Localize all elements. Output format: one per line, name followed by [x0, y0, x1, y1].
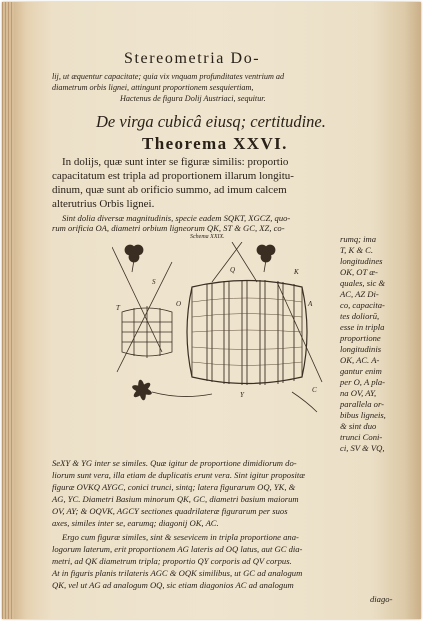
- side-column-line: longitudinis: [340, 344, 382, 354]
- body-line: metri, ad QK diametrum tripla; proportio QY corporis ad QV corpus.: [52, 556, 292, 566]
- flower-ornament: [132, 380, 212, 401]
- body-line: OV, AY; & OQVK, AGCY sectiones quadrilateræ figurarum per suos: [52, 506, 288, 516]
- body-line: figuræ OVKQ AYGC, conici trunci, sintq; latera figurarum OQ, YK, &: [52, 482, 296, 492]
- side-column-line: rumq; ima: [340, 234, 377, 244]
- side-column-line: trunci Coni-: [340, 432, 383, 442]
- page-edge: [2, 2, 14, 619]
- side-column-line: quales, sic &: [340, 278, 386, 288]
- side-column-line: parallela or-: [340, 399, 384, 409]
- side-column-line: T, K & C.: [340, 245, 374, 255]
- page-content: [32, 10, 417, 613]
- side-column-line: gantur enim: [340, 366, 382, 376]
- figure-label: A: [308, 300, 313, 308]
- figure-intro-line: Sint dolia diversæ magnitudinis, specie eadem SQKT, XGCZ, quo-: [62, 213, 291, 223]
- intro-line: lij, ut æquentur capacitate; quia vix vnquam profunditates ventrium ad: [52, 72, 285, 81]
- theorem-title: Theorema XXVI.: [142, 134, 288, 153]
- side-column-line: OK, AC. A-: [340, 355, 380, 365]
- intro-line: diametrum orbis lignei, attingunt proportionem sesquiertiam,: [52, 83, 254, 92]
- body-line: At in figuris planis trilateris AGC & OQK similibus, ut GC ad analogum: [52, 568, 303, 578]
- side-column-line: tes doliorū,: [340, 311, 380, 321]
- barrel-diagram: [112, 242, 332, 422]
- body-line: axes, similes inter se, earumq; diagonij OK, AC.: [52, 518, 219, 528]
- side-column-line: co, capacita-: [340, 300, 385, 310]
- body-line: liorum sunt vera, illa etiam de duplicatis erunt vera. Sint igitur propositæ: [52, 470, 305, 480]
- side-column-line: longitudines: [340, 256, 383, 266]
- figure-label: K: [294, 268, 299, 276]
- side-column-line: bibus ligneis,: [340, 410, 386, 420]
- figure-label: Q: [230, 266, 236, 274]
- side-column-line: per O, A pla-: [340, 377, 386, 387]
- figure-label: C: [312, 386, 317, 394]
- theorem-statement-line: dinum, quæ sunt ab orificio summo, ad imum calcem: [52, 184, 287, 196]
- side-column-line: na OV, AY,: [340, 388, 377, 398]
- body-line: Ergo cum figuræ similes, sint & sesevicem in tripla proportione ana-: [62, 532, 299, 542]
- body-line: logorum laterum, erit proportionem AG lateris ad OQ latus, aut GC dia-: [52, 544, 303, 554]
- side-column-line: ci, SV & VQ,: [340, 443, 385, 453]
- body-line: QK, vel ut AG ad analogum OQ, sic etiam diagonios AC ad analogum: [52, 580, 294, 590]
- theorem-statement-line: alterutrius Orbis lignei.: [52, 198, 155, 210]
- figure-label: O: [176, 300, 182, 308]
- book-page: [2, 2, 421, 619]
- figure-intro-line: rum orificia OA, diametri orbium ligneorum QK, ST & GC, XZ, co-: [52, 223, 285, 233]
- intro-line: Hactenus de figura Dolij Austriaci, sequitur.: [120, 94, 266, 103]
- catchword: diago-: [370, 594, 393, 604]
- figure-label: T: [116, 304, 120, 312]
- theorem-statement-line: In dolijs, quæ sunt inter se figuræ similis: proportio: [62, 156, 289, 168]
- section-heading: De virga cubicâ eiusq; certitudine.: [96, 112, 326, 131]
- clover-ornament-left: [125, 245, 143, 272]
- clover-ornament-right: [257, 245, 275, 272]
- body-line: SeXY & YG inter se similes. Quæ igitur de proportione dimidiorum do-: [52, 458, 297, 468]
- side-column-line: proportione: [340, 333, 381, 343]
- figure-caption: Schema XXIX.: [190, 234, 225, 240]
- theorem-statement-line: capacitatum est tripla ad proportionem illarum longitu-: [52, 170, 294, 182]
- figure-label: Y: [240, 391, 244, 399]
- body-line: AG, YC. Diametri Basium minorum QK, GC, diametri basium maiorum: [52, 494, 299, 504]
- side-column-line: & sint duo: [340, 421, 377, 431]
- side-column-line: OK, OT æ-: [340, 267, 378, 277]
- side-column-line: AC, AZ Di-: [340, 289, 379, 299]
- figure-label: S: [152, 278, 156, 286]
- running-title: Stereometria Do-: [124, 50, 261, 67]
- side-column-line: esse in tripla: [340, 322, 385, 332]
